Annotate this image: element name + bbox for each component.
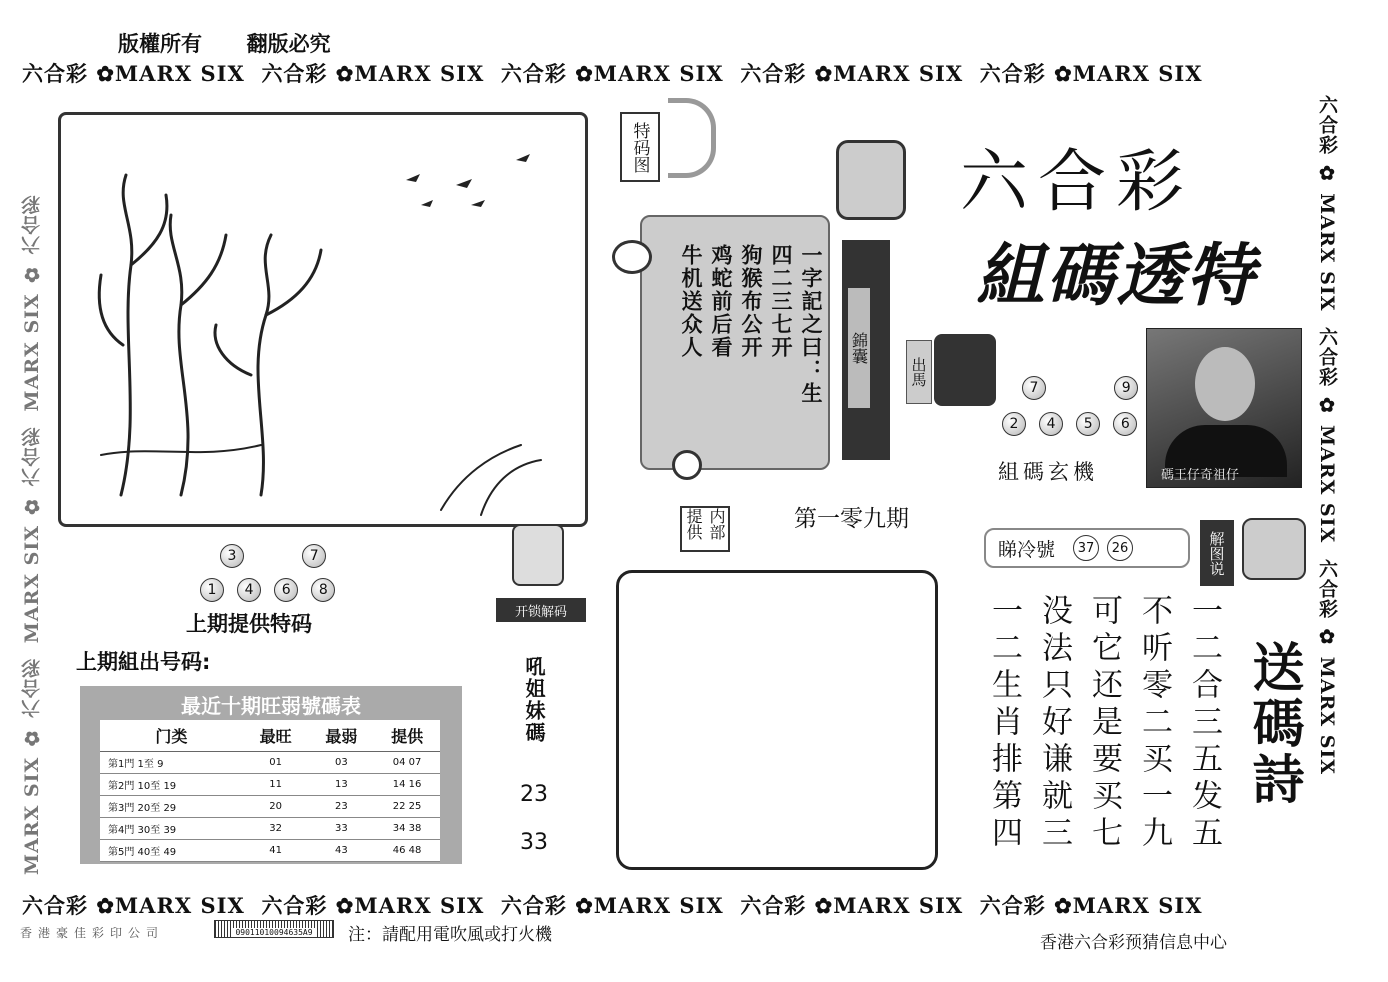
barcode	[214, 920, 334, 938]
tree-painting	[61, 115, 588, 527]
flower-icon: ✿	[575, 893, 594, 918]
chuma-tag: 出馬	[906, 340, 932, 404]
poem-column: 一二合三五发五	[1186, 594, 1222, 853]
poem-column: 不听零二买一九	[1136, 594, 1172, 853]
photo-caption: 碼王仔奇祖仔	[1161, 468, 1240, 483]
printer-company: 香港豪佳彩印公司	[20, 926, 165, 940]
sister-number: 23	[520, 782, 548, 807]
scroll-header: 一字記之曰：生	[799, 244, 823, 405]
sister-numbers-label: 吼姐妹碼	[522, 656, 546, 744]
portrait-face	[1195, 347, 1255, 421]
last-group-label: 上期組出号码:	[76, 650, 211, 674]
scroll-roll-icon	[672, 450, 702, 480]
cold-numbers-box	[984, 528, 1190, 568]
flower-icon: ✿	[1316, 626, 1338, 650]
left-marx-band: MARX SIX ✿ 六合彩 MARX SIX ✿ 六合彩 MARX SIX ✿ 六合彩	[21, 194, 43, 875]
number-ball: 9	[1114, 376, 1138, 400]
hook-ornament	[668, 98, 716, 178]
right-marx-band: 六合彩 ✿ MARX SIX 六合彩 ✿ MARX SIX 六合彩 ✿ MARX SIX	[1316, 95, 1338, 776]
scroll-column: 鸡蛇前后看	[709, 244, 733, 359]
flower-icon: ✿	[814, 893, 834, 918]
number-ball: 3	[220, 544, 244, 568]
number-ball: 5	[1076, 412, 1100, 436]
top-marx-band: 六合彩 ✿MARX SIX 六合彩 ✿MARX SIX 六合彩 ✿MARX SIX 六合彩 ✿MARX SIX 六合彩 ✿MARX SIX	[22, 61, 1203, 86]
number-ball: 37	[1073, 535, 1099, 561]
copyright-right: 翻版必究	[246, 32, 331, 56]
copyright-notice	[118, 28, 331, 58]
table-row: 第1門 1至 9 01 03 04 07	[100, 752, 440, 774]
table-row: 第5門 40至 49 41 43 46 48	[100, 840, 440, 862]
flower-icon: ✿	[21, 494, 43, 518]
flower-icon: ✿	[814, 61, 834, 86]
table-row: 第4門 30至 39 32 33 34 38	[100, 818, 440, 840]
flower-icon: ✿	[335, 893, 355, 918]
flower-icon: ✿	[575, 61, 594, 86]
flower-icon: ✿	[1316, 394, 1338, 418]
zuma-top-row	[1018, 376, 1142, 400]
column-header: 最旺	[243, 720, 309, 752]
copyright-left: 版權所有	[118, 32, 202, 56]
number-ball: 26	[1107, 535, 1133, 561]
table-header-row	[100, 720, 440, 752]
scroll-text	[678, 244, 824, 424]
portrait-photo	[1146, 328, 1302, 488]
table-row: 第3門 20至 29 20 23 22 25	[100, 796, 440, 818]
info-center: 香港六合彩预猜信息中心	[1040, 933, 1227, 953]
scroll-column: 牛机送众人	[679, 244, 703, 359]
number-ball: 8	[311, 578, 335, 602]
number-ball: 6	[1113, 412, 1137, 436]
bottom-marx-band: 六合彩 ✿MARX SIX 六合彩 ✿MARX SIX 六合彩 ✿MARX SIX 六合彩 ✿MARX SIX 六合彩 ✿MARX SIX	[22, 893, 1203, 918]
unlock-decode-tag: 开锁解码	[496, 598, 586, 622]
barcode-number: 09011010094635A9	[235, 928, 313, 937]
flower-icon: ✿	[96, 893, 115, 918]
flower-icon: ✿	[96, 61, 115, 86]
flower-icon: ✿	[1054, 893, 1073, 918]
hand-emblem-icon	[934, 334, 996, 406]
number-ball: 7	[1022, 376, 1046, 400]
column-header: 最弱	[308, 720, 374, 752]
flower-icon: ✿	[1054, 61, 1073, 86]
sister-number: 33	[520, 830, 548, 855]
scroll-column: 四二三七开	[769, 244, 793, 359]
flower-icon: ✿	[21, 726, 43, 750]
hand-card-icon	[1242, 518, 1306, 580]
unlock-badge-icon	[512, 524, 564, 586]
zuma-label: 組碼玄機	[998, 460, 1098, 484]
poem-column: 没法只好谦就三	[1036, 594, 1072, 853]
tema-picture-frame	[58, 112, 588, 527]
hot-cold-table-panel	[80, 686, 462, 864]
hot-cold-table-caption: 最近十期旺弱號碼表	[181, 694, 361, 718]
picture-explain-tag: 解图说	[1200, 520, 1234, 586]
main-title-line2: 組碼透特	[976, 237, 1257, 316]
flower-icon: ✿	[21, 262, 43, 286]
main-title-line1: 六合彩	[960, 143, 1195, 222]
issue-number: 第一零九期	[794, 506, 909, 532]
hot-cold-table	[100, 720, 440, 862]
cold-numbers-label: 睇冷號	[998, 538, 1056, 561]
poem-title: 送碼詩	[1243, 640, 1303, 808]
number-ball: 2	[1002, 412, 1026, 436]
internal-provided-tag: 内部提供	[680, 506, 730, 552]
jinnang-tag: 錦囊	[848, 288, 870, 408]
result-blank-box	[616, 570, 938, 870]
column-header: 门类	[100, 720, 243, 752]
zuma-bottom-row	[998, 412, 1141, 436]
scroll-column: 狗猴布公开	[739, 244, 763, 359]
number-ball: 1	[200, 578, 224, 602]
flower-icon: ✿	[1316, 162, 1338, 186]
last-tema-top-row	[216, 544, 330, 568]
table-row: 第2門 10至 19 11 13 14 16	[100, 774, 440, 796]
poem-column: 一二生肖排第四	[986, 594, 1022, 853]
seal-medallion-icon	[836, 140, 906, 220]
column-header: 提供	[374, 720, 440, 752]
number-ball: 4	[1039, 412, 1063, 436]
poem-column: 可它还是要买七	[1086, 594, 1122, 853]
usage-note: 注：請配用電吹風或打火機	[348, 925, 552, 945]
flower-icon: ✿	[335, 61, 355, 86]
tema-picture-tag: 特码图	[620, 112, 660, 182]
number-ball: 7	[302, 544, 326, 568]
number-ball: 4	[237, 578, 261, 602]
last-tema-label: 上期提供特码	[186, 612, 312, 636]
last-tema-bottom-row	[196, 578, 339, 602]
number-ball: 6	[274, 578, 298, 602]
scroll-roll-icon	[612, 240, 652, 274]
